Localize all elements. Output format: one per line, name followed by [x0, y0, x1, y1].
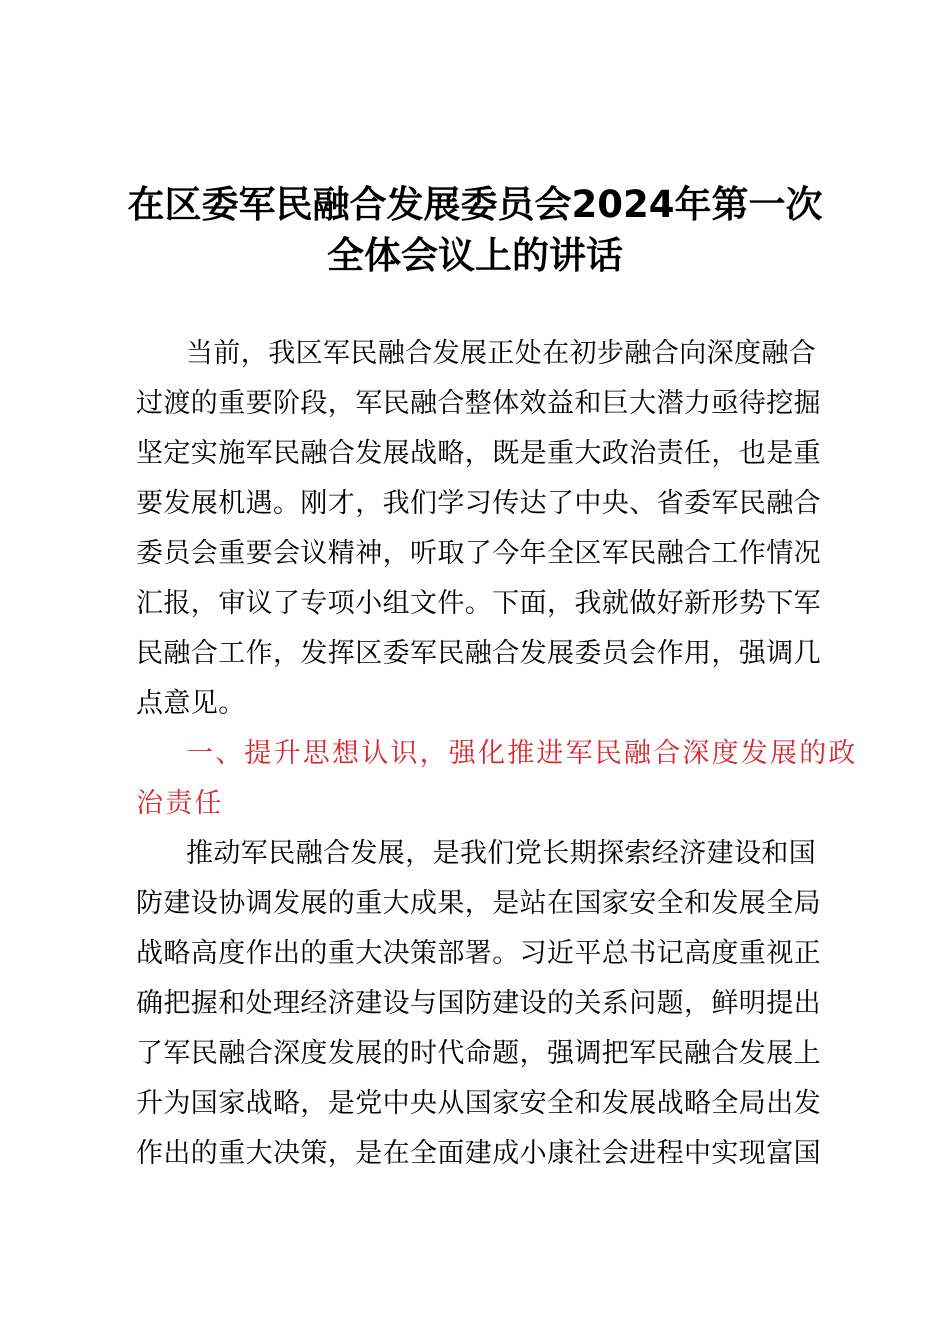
section-heading-1-line-1: 一、提升思想认识，强化推进军民融合深度发展的政: [186, 738, 858, 769]
paragraph-2-line-7: 作出的重大决策，是在全面建成小康社会进程中实现富国: [136, 1138, 821, 1169]
paragraph-2-line-5: 了军民融合深度发展的时代命题，强调把军民融合发展上: [136, 1038, 821, 1069]
paragraph-2-line-6: 升为国家战略，是党中央从国家安全和发展战略全局出发: [136, 1088, 821, 1119]
paragraph-1-line-1: 当前，我区军民融合发展正处在初步融合向深度融合: [186, 338, 817, 369]
section-heading-1-line-2: 治责任: [136, 788, 224, 819]
paragraph-2-line-1: 推动军民融合发展，是我们党长期探索经济建设和国: [186, 838, 817, 869]
document-title-line-2: 全体会议上的讲话: [327, 234, 623, 277]
document-title-line-1: 在区委军民融合发展委员会2024年第一次: [127, 183, 823, 226]
paragraph-1-line-6: 汇报，审议了专项小组文件。下面，我就做好新形势下军: [136, 588, 821, 619]
paragraph-2-line-3: 战略高度作出的重大决策部署。习近平总书记高度重视正: [136, 938, 821, 969]
paragraph-1-line-8: 点意见。: [136, 688, 246, 719]
paragraph-1-line-3: 坚定实施军民融合发展战略，既是重大政治责任，也是重: [136, 438, 821, 469]
paragraph-1-line-7: 民融合工作，发挥区委军民融合发展委员会作用，强调几: [136, 638, 821, 669]
paragraph-2-line-4: 确把握和处理经济建设与国防建设的关系问题，鲜明提出: [136, 988, 821, 1019]
paragraph-1-line-4: 要发展机遇。刚才，我们学习传达了中央、省委军民融合: [136, 488, 821, 519]
paragraph-1-line-5: 委员会重要会议精神，听取了今年全区军民融合工作情况: [136, 538, 821, 569]
paragraph-1-line-2: 过渡的重要阶段，军民融合整体效益和巨大潜力亟待挖掘: [136, 388, 821, 419]
paragraph-2-line-2: 防建设协调发展的重大成果，是站在国家安全和发展全局: [136, 888, 821, 919]
